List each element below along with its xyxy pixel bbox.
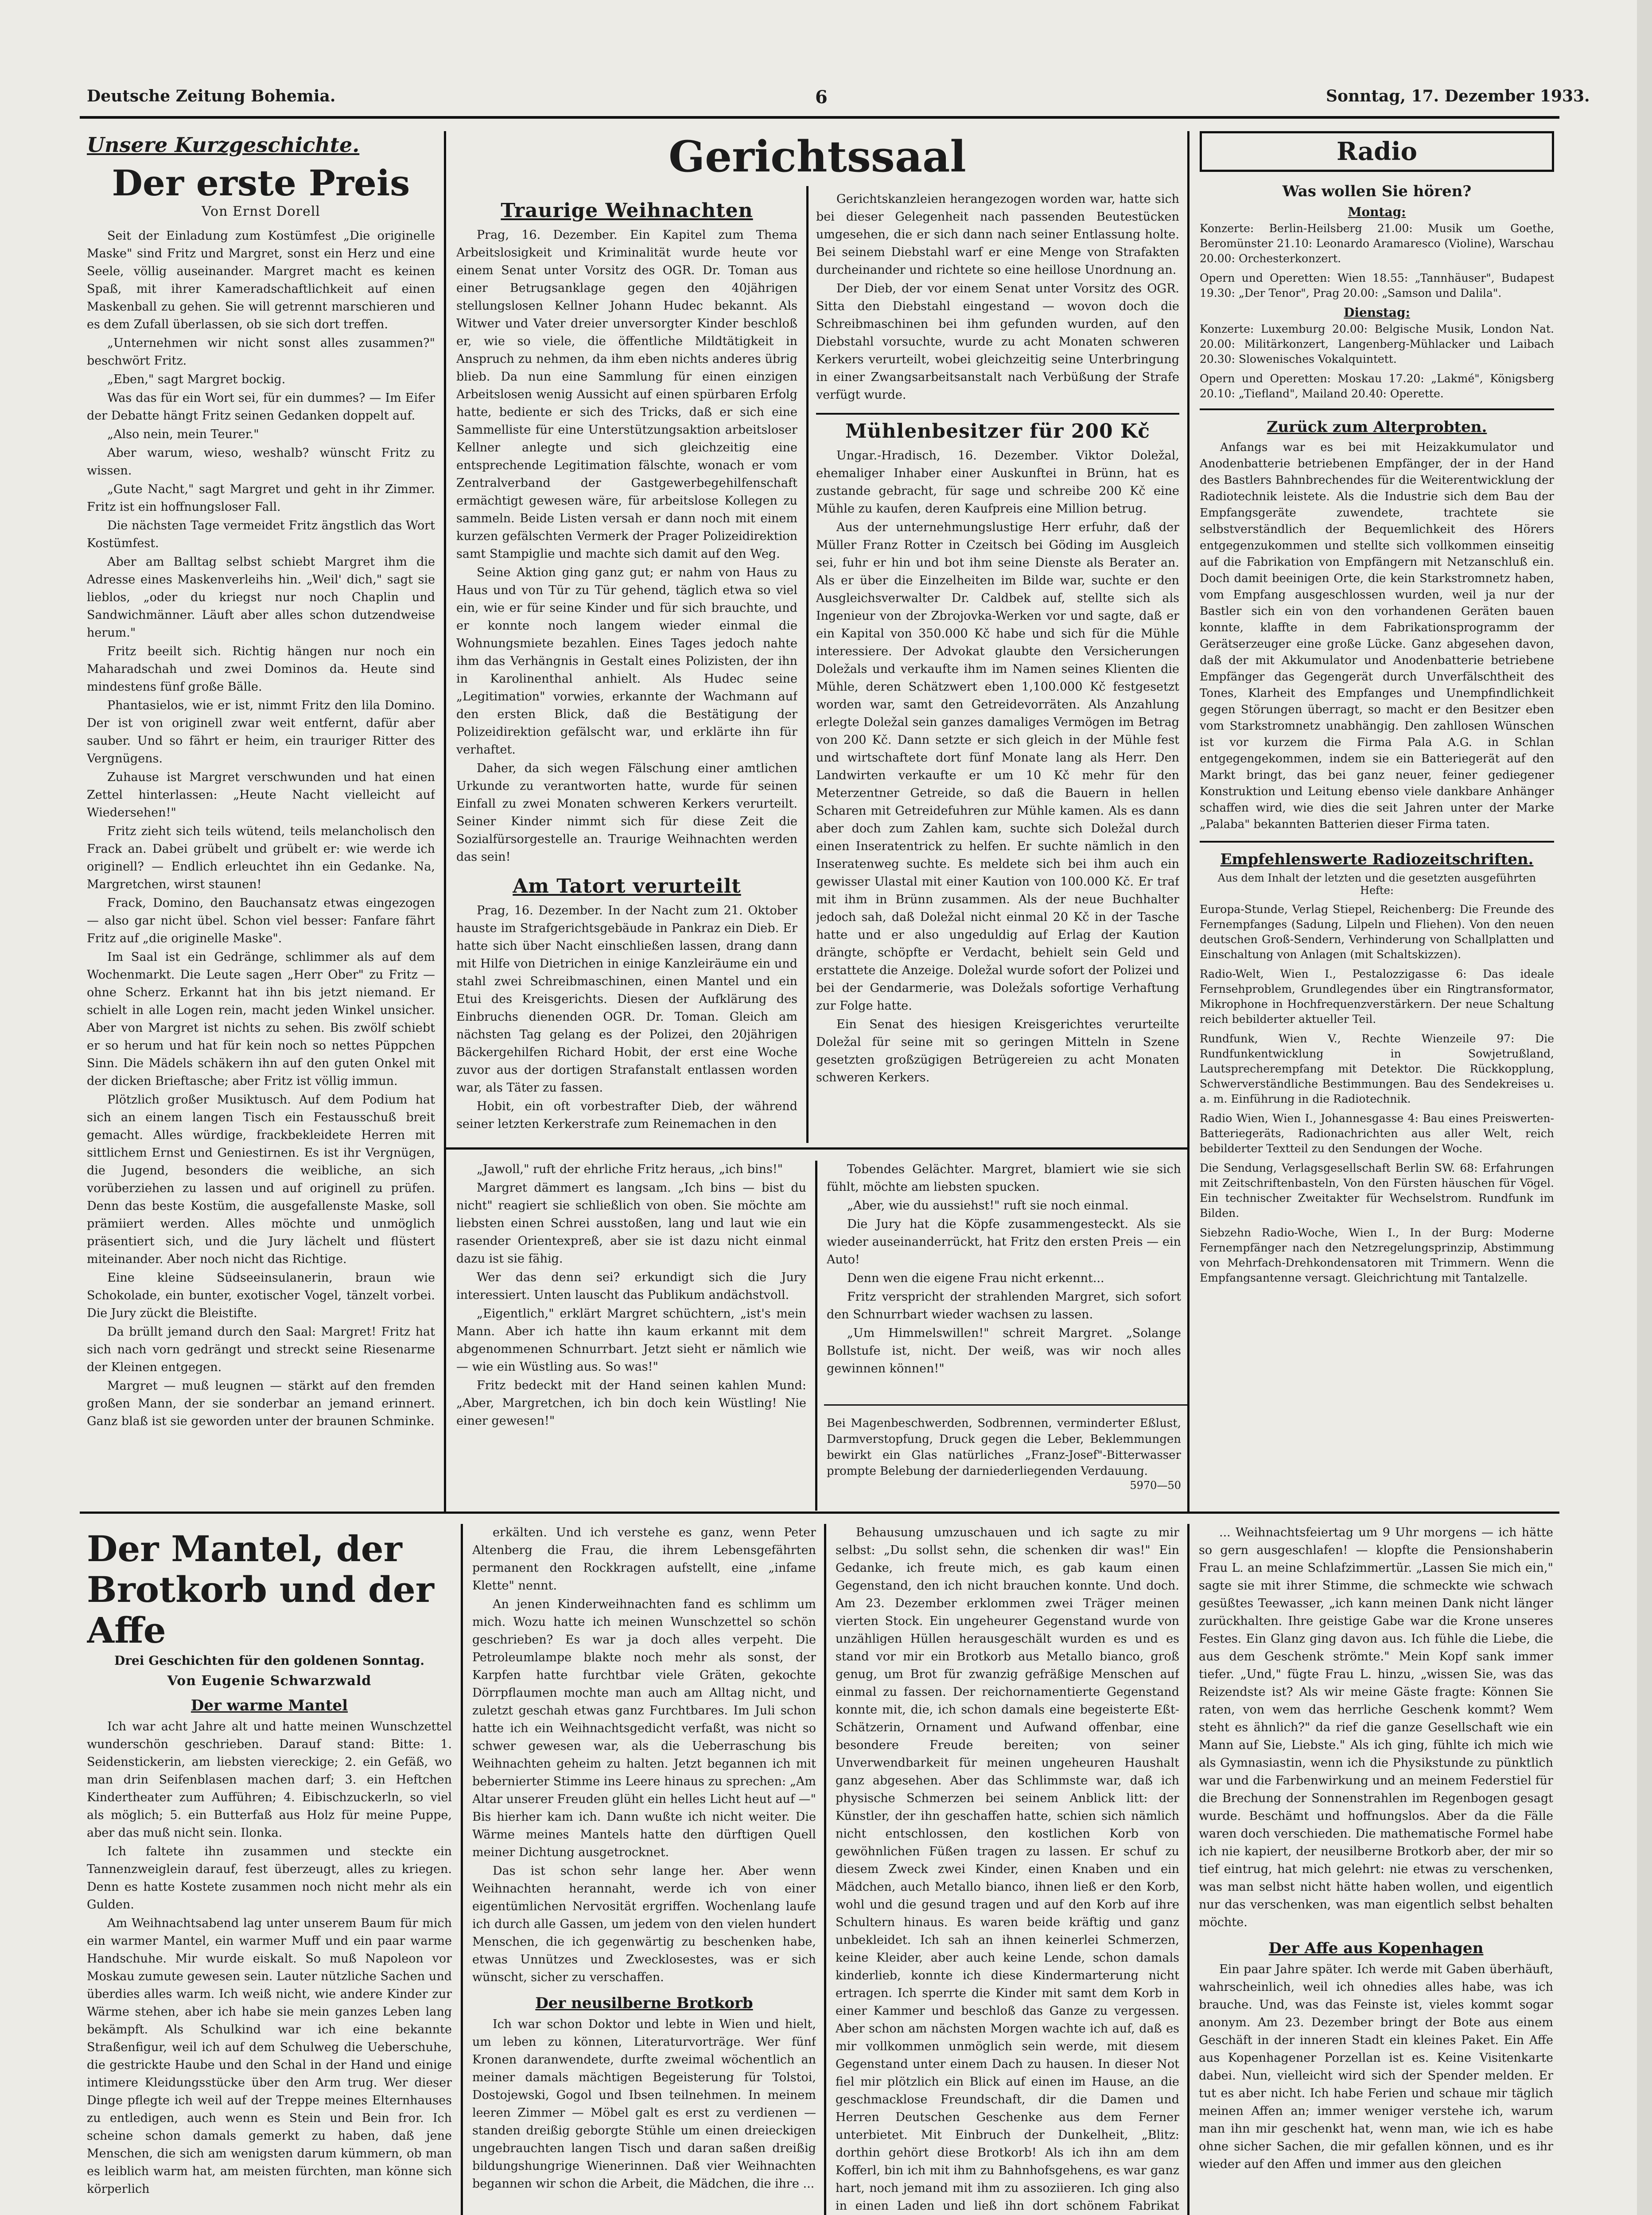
mantel-byline: Von Eugenie Schwarzwald [167,1673,372,1689]
story-paragraph: Denn wen die eigene Frau nicht erkennt... [847,1271,1104,1285]
column-rule [461,1524,463,2215]
mantel-sub-title: Der warme Mantel [190,1697,348,1714]
court-paragraph: Der Dieb, der vor einem Senat unter Vorsitz des OGR. Sitta den Diebstahl eingestand — wovon doch die Schreibmaschinen bei ihm gefunden wurden, auf den Diebstahl vorsuchte, wurde zu acht Monaten schweren Kerkers verurteilt, wobei gleichzeitig seine Unterbringung in einer Zwangsarbeitsanstalt nach Verbüßung der Strafe verfügt wurde. [816,282,1179,402]
court-paragraph: Ein Senat des hiesigen Kreisgerichtes verurteilte Doležal für seine mit so geringen Mitteln in Szene gesetzten großzügigen Betrügereien zu acht Monaten schweren Kerkers. [816,1018,1179,1084]
story-paragraph: Wer das denn sei? erkundigt sich die Jury interessiert. Unten lauscht das Publikum andächstvoll. [456,1271,806,1302]
column-rule [1187,1524,1189,2215]
radio-magazine: Rundfunk, Wien V., Rechte Wienzeile 97: Die Rundfunkentwicklung in Sowjetrußland, Lautsprecherempfang mit Detektor. Die Rückkopplung, Schwerverständliche Bestimmungen. Bau des Sendekreises u. a. m. Einführung in die Radiotechnik. [1200,1032,1554,1105]
masthead-date: Sonntag, 17. Dezember 1933. [1326,87,1590,105]
story-paragraph: „Aber, wie du aussiehst!" ruft sie noch einmal. [847,1199,1129,1212]
court-article-title-text: Mühlenbesitzer für 200 Kč [845,420,1151,443]
header-rule [80,116,1559,119]
story-paragraph: „Unternehmen wir nicht sonst alles zusammen?" beschwört Fritz. [87,336,435,368]
story-paragraph: „Um Himmelswillen!" schreit Margret. „Solange Bollstufe ist, nicht. Der weiß, was wir noch alles gewinnen können!" [827,1326,1181,1376]
page-gutter [1637,0,1652,2215]
court-column-a [456,190,797,1143]
mantel-paragraph: Ich war acht Jahre alt und hatte meinen Wunschzettel wunderschön geschrieben. Darauf stand: Bitte: 1. Seidenstickerin, am liebsten viereckige; 2. ein Gefäß, wo man drin Seifenblasen machen darf; 3. ein Heftchen Kindertheater zum Aufführen; 4. Eibischzuckerln, so viel als möglich; 5. ein Butterfaß aus Holz für meine Puppe, aber das muß nicht sein. Ilonka. [87,1720,452,1840]
story-paragraph: Was das für ein Wort sei, für ein dummes? — Im Eifer der Debatte hängt Fritz seinen Gedanken doppelt auf. [87,391,435,423]
section-rule [80,1512,1559,1514]
radio-heading: Was wollen Sie hören? [1282,183,1472,200]
ad-text: Bei Magenbeschwerden, Sodbrennen, verminderter Eßlust, Darmverstopfung, Druck gegen die Leber, Beklemmungen bewirkt ein Glas natürliches „Franz-Josef"-Bitterwasser prompte Belebung der darniederliegenden Verdauung. [827,1417,1181,1478]
mantel-paragraph: Das ist schon sehr lange her. Aber wenn Weihnachten herannaht, werde ich von einer eigentümlichen Nervosität ergriffen. Wochenlang laufe ich durch alle Gassen, um jedem von den vielen hundert Menschen, die ich gegenwärtig zu beschenken habe, etwas Unnützes und Zwecklosestes, was er sich wünscht, sicher zu verschaffen. [472,1864,816,1984]
court-section-title: Gerichtssaal [669,133,966,182]
story-paragraph: Margret — muß leugnen — stärkt auf den fremden großen Mann, der sie sonderbar an jemand erinnert. Ganz blaß ist sie geworden unter der braunen Schminke. [87,1379,435,1428]
column-rule [815,1161,817,1511]
story-paragraph: Aber am Balltag selbst schiebt Margret ihm die Adresse eines Maskenverleihs hin. „Weil' dich," sagt sie lieblos, „oder du kriegst nur noch Chaplin und Sandwichmänner. Läuft aber alles schon dutzendweise herum." [87,555,435,640]
mantel-sub-title: Der neusilberne Brotkorb [535,1994,753,2012]
court-paragraph: Daher, da sich wegen Fälschung einer amtlichen Urkunde zu verantworten hatte, wurde für seinen Einfall zu zwei Monaten schweren Kerkers verurteilt. Seiner Kinder nimmt sich für diese Zeit die Sozialfürsorgestelle an. Traurige Weihnachten werden das sein! [456,762,797,864]
court-paragraph: Seine Aktion ging ganz gut; er nahm von Haus zu Haus und von Tür zu Tür gehend, täglich etwa so viel ein, wie er für seine Kinder und für sich brauchte, und er konnte noch langem wieder einmal die Wohnungsmiete bezahlen. Eines Tages jedoch nahte ihm das Verhängnis in Gestalt eines Polizisten, der ihn in Karolinenthal anhielt. Als Hudec seine „Legitimation" vorwies, erkannte der Wachmann auf den ersten Blick, daß die Bestätigung der Polizeidirektion gefälscht war, und erklärte ihn für verhaftet. [456,566,797,757]
section-rule [444,1147,1189,1150]
radio-listing: Konzerte: Berlin-Heilsberg 21.00: Musik um Goethe, Beromünster 21.10: Leonardo Aramaresco (Violine), Warschau 20.00: Orchesterkonzert. [1200,222,1554,265]
story-paragraph: „Also nein, mein Teurer." [107,427,259,441]
story-paragraph: Fritz beeilt sich. Richtig hängen nur noch ein Maharadschah und zwei Dominos da. Heute sind mindestens fünf große Bälle. [87,645,435,694]
mantel-paragraph: Ich war schon Doktor und lebte in Wien und hielt, um leben zu können, Literaturvorträge. Wer fünf Kronen daranwendete, durfte zweimal wöchentlich an meiner damals mächtigen Begeisterung für Tolstoi, Dostojewski, Gogol und Ibsen teilnehmen. In meinem leeren Zimmer — Möbel galt es erst zu verdienen — standen dreißig geborgte Stühle um einen dreieckigen ungebrauchten langen Tisch und daran saßen dreißig bildungshungrige Wienerinnen. Daß vier Weihnachten begannen wir schon die Arbeit, die Mädchen, die ihre ... [472,2017,816,2191]
radio-section-title: Empfehlenswerte Radiozeitschriften. [1220,851,1534,868]
radio-title: Radio [1200,131,1554,172]
mantel-column-4 [1199,1524,1553,2215]
story-paragraph: „Jawoll," ruft der ehrliche Fritz heraus, „ich bins!" [477,1162,783,1176]
mantel-title: Der Mantel, der Brotkorb und der Affe [87,1528,434,1651]
story-paragraph: Im Saal ist ein Gedränge, schlimmer als auf dem Wochenmarkt. Die Leute sagen „Herr Ober" zu Fritz — ohne Scherz. Erkannt hat ihn bis jetzt niemand. Er schielt in alle Logen rein, macht jeden Winkel unsicher. Aber von Margret ist nichts zu sehen. Bis zwölf schiebt er so herum und hat für kein noch so nettes Püppchen Sinn. Die Mädels schäkern ihn auf den guten Onkel mit der dicken Brieftasche; aber Fritz ist völlig immun. [87,950,435,1088]
court-paragraph: Prag, 16. Dezember. Ein Kapitel zum Thema Arbeitslosigkeit und Kriminalität wurde heute vor einem Senat unter Vorsitz des OGR. Dr. Toman aus einer Betrugsanklage gegen den 40jährigen stellungslosen Kellner Johann Hudec bekannt. Als Witwer und Vater dreier unversorgter Kinder beschloß er, wie so viele, die öffentliche Mildtätigkeit in Anspruch zu nehmen, da ihm eben nichts anderes übrig blieb. Da nun eine Sammlung für einen einzigen Arbeitslosen wenig Aussicht auf einen spürbaren Erfolg hatte, bediente er sich des Tricks, daß er sich eine Sammelliste für eine Unterstützungsaktion arbeitsloser Kellner anlegte und sich gleichzeitig eine entsprechende Legitimation fälschte, wonach er vom Zentralverband der Gastgewerbegehilfenschaft ermächtigt gewesen wäre, für arbeitslose Kollegen zu sammeln. Beide Listen versah er dann noch mit einem kurzen gefälschten Vermerk der Prager Polizeidirektion samt Stampiglie und machte sich damit auf den Weg. [456,228,797,561]
story-paragraph: Fritz verspricht der strahlenden Margret, sich sofort den Schnurrbart wieder wachsen zu lassen. [827,1290,1181,1321]
mantel-column-2 [472,1524,816,2215]
page-number: 6 [815,87,828,108]
radio-magazine: Radio Wien, Wien I., Johannesgasse 4: Bau eines Preiswerten-Batteriegeräts, Radionachrichten aus aller Welt, reich bebilderter Textteil zu den Sendungen der Woche. [1200,1112,1554,1155]
ad-code: 5970—50 [1130,1479,1181,1492]
court-column-b [816,190,1179,1143]
court-article-title [456,875,797,898]
radio-day-tuesday: Dienstag: [1344,305,1410,320]
mantel-paragraph: ... Weihnachtsfeiertag um 9 Uhr morgens — ich hätte so gern ausgeschlafen! — klopfte die Pensionshaberin Frau L. an meine Schlafzimmertür. „Lassen Sie mich ein," sagte sie mit ihrer Stimme, die schmeckte wie schwach gesüßtes Teewasser, „ich kann meinen Dank nicht länger zurückhalten. Ihre geistige Gabe war die Krone unseres Festes. Ein Glanz ging davon aus. Ich fühle die Liebe, die aus dem Geschenk strömte." Mein Kopf sank immer tiefer. „Und," fügte Frau L. hinzu, „wissen Sie, was das Reizendste ist? Als wir meine Gäste fragte: Können Sie raten, von wem das herrliche Geschenk kommt? Wem steht es ähnlich?" da rief die ganze Gesellschaft wie ein Mann auf Sie, Liebste." Als ich ging, fühlte ich mich wie als Gymnasiastin, wenn ich die Physikstunde zu pünktlich war und die Farbenwirkung und an meinem Federstiel für die Brechung der Sonnenstrahlen im Regenbogen gesagt wurde. Beschämt und hoffnungslos. Aber da die Fälle waren doch verschieden. Die mathematische Formel habe ich nie kapiert, der neusilberne Brotkorb aber, der mir so tief eintrug, hat mich gelehrt: nie etwas zu verschenken, was man selbst nicht hätte haben wollen, und eigentlich nur das verschenken, was man eigentlich selbst behalten möchte. [1199,1526,1553,1929]
mantel-sub-title: Der Affe aus Kopenhagen [1268,1939,1484,1957]
court-article-title [456,199,797,222]
court-article-title-text: Traurige Weihnachten [501,199,753,222]
radio-listing: Konzerte: Luxemburg 20.00: Belgische Musik, London Nat. 20.00: Militärkonzert, Langenberg-Mühlacker und Laibach 20.30: Slowenisches Vokalquintett. [1200,323,1554,365]
mantel-paragraph: Behausung umzuschauen und ich sagte zu mir selbst: „Du sollst sehn, die schenken dir was!" Ein Gedanke, ich freute mich, es gab kaum einen Gegenstand, den ich nicht brauchen konnte. Und doch. Am 23. Dezember erklommen zwei Träger meinen vierten Stock. Ein ungeheurer Gegenstand wurde von unzähligen Hüllen herausgeschält wurden es und es stand vor mir ein Brotkorb aus Metallo bianco, groß genug, um Brot für zwanzig gefräßige Menschen auf einmal zu fassen. Der reichornamentierte Gegenstand konnte mit, die, ich schon damals eine begeisterte Eßt-Schätzerin, Ornament und Aufwand offenbar, eine besondere Freude bereiten; von seiner Unverwendbarkeit für meinen ungeheuren Haushalt ganz abgesehen. Aber das Schlimmste war, daß ich physische Schmerzen bei seinem Anblick litt: der Künstler, der ihn geschaffen hatte, schien sich nämlich nicht entschlossen, den kostlichen Korb von gewöhnlichen Füßen tragen zu lassen. Er schuf zu diesem Zweck zwei Kinder, einen Knaben und ein Mädchen, auch Metallo bianco, ihnen ließ er den Korb, wohl und die gesund tragen und auf den Korb auf ihre Schultern hinaus. Es waren beide kräftig und ganz unbekleidet. Ich sah an ihnen keinerlei Schmerzen, keine Kleider, aber auch keine Lende, schon damals kinderlieb, konnte ich diese Kindermarterung nicht ertragen. Ich sperrte die Kinder mit samt dem Korb in einer Kammer und beschloß das Ganze zu vergessen. Aber schon am nächsten Morgen wachte ich auf, daß es mir vollkommen unmöglich sein werde, mit diesem Gegenstand unter einem Dach zu hausen. In dieser Not fiel mir plötzlich ein Blick auf einen im Hause, an die geschmacklose Freundschaft, dir die Damen und Herren Deutschen Geschenke aus dem Ferner unterbietet. Mit Einbruch der Dunkelheit, „Blitz: dorthin gehört diese Brotkorb! Als ich ihn am dem Kofferl, bin ich mit ihm zu Bahnhofsgehens, es war ganz hart, noch jemand mit ihm zu assoziieren. Ich ging also in einen Laden und ließ ihn dort schönem Fabrikat [836,1526,1179,2213]
story-paragraph: Die nächsten Tage vermeidet Fritz ängstlich das Wort Kostümfest. [87,519,435,550]
radio-magazine: Radio-Welt, Wien I., Pestalozzigasse 6: Das ideale Fernsehproblem, Grundlegendes über ein Ringtransformator, Mikrophone in Hochfrequenzverstärkern. Der neue Schaltung reich bebilderter aktueller Teil. [1200,968,1554,1026]
mantel-paragraph: An jenen Kinderweihnachten fand es schlimm um mich. Wozu hatte ich meinen Wunschzettel so schön geschrieben? Es war ja doch alles verpeht. Die Petroleumlampe blakte noch mehr als sonst, der Karpfen hatte furchtbar viele Gräten, gekochte Dörrpflaumen mochte man auch am Alltag nicht, und zuletzt geschah etwas ganz Furchtbares. Im Juli schon hatte ich ein Weihnachtsgedicht verfaßt, was nicht so schwer gewesen war, als die Ueberraschung bis Weihnachten geheim zu halten. Jetzt begannen ich mit bebernierter Stimme ins Leere hinaus zu sprechen: „Am Altar unserer Freuden glüht ein helles Licht heut auf —" Bis hierher kam ich. Dann wußte ich nicht weiter. Die Wärme meines Mantels hatte den dürftigen Quell meiner Dichtung ausgetrocknet. [472,1597,816,1859]
short-story-byline: Von Ernst Dorell [202,204,320,219]
ad-rule [824,1404,1187,1406]
story-paragraph: „Eigentlich," erklärt Margret schüchtern, „ist's mein Mann. Aber ich hatte ihn kaum erkannt mit dem abgenommenen Schnurrbart. Jetzt sieht er nämlich wie — wie ein Wüstling aus. So was!" [456,1307,806,1374]
masthead-paper: Deutsche Zeitung Bohemia. [87,87,336,105]
story-paragraph: Fritz bedeckt mit der Hand seinen kahlen Mund: „Aber, Margretchen, ich bin doch kein Wüstling! Nie einer gewesen!" [456,1379,806,1428]
short-story-column [87,133,435,1506]
radio-section-title: Zurück zum Alterprobten. [1267,418,1487,436]
court-article-title [816,413,1179,443]
column-rule [1187,131,1189,1513]
short-story-kicker: Unsere Kurzgeschichte. [87,133,360,157]
story-paragraph: Margret dämmert es langsam. „Ich bins — bist du nicht" reagiert sie schließlich von oben. Sie möchte am liebsten einen Schrei ausstoßen, lang und laut wie ein rasender Orientexpreß, aber sie ist dazu nicht einmal dazu ist sie fähig. [456,1181,806,1266]
court-header [456,133,1178,186]
story-paragraph: Fritz zieht sich teils wütend, teils melancholisch den Frack an. Dabei grübelt und grübelt er: wie werde ich originell? — Endlich erleuchtet ihn ein Gedanke. Na, Margretchen, wirst staunen! [87,824,435,891]
radio-magazine: Siebzehn Radio-Woche, Wien I., In der Burg: Moderne Fernempfänger nach den Netzregelungsprinzip, Abstimmung von Mehrfach-Drehkondensatoren mit Trimmern. Wenn die Empfangsantenne versagt. Gleichrichtung mit Tantalzelle. [1200,1226,1554,1284]
radio-divider [1200,841,1554,843]
radio-listing: Opern und Operetten: Moskau 17.20: „Lakmé", Königsberg 20.10: „Tiefland", Mailand 20.40: Operette. [1200,372,1554,400]
mantel-column-3 [836,1524,1179,2215]
story-paragraph: Da brüllt jemand durch den Saal: Margret! Fritz hat sich nach vorn gedrängt und streckt seine Riesenarme der Kleinen entgegen. [87,1325,435,1374]
column-rule [444,131,446,1513]
radio-magazine: Europa-Stunde, Verlag Stiepel, Reichenberg: Die Freunde des Fernempfanges (Sadung, Lilpeln und Fliehen). Von den neuen deutschen Groß-Sendern, Verhinderung von Schallplatten und Einschaltung von Anlagen (mit Schaltskizzen). [1200,903,1554,961]
story-continued-left [456,1161,806,1511]
story-paragraph: Die Jury hat die Köpfe zusammengesteckt. Als sie wieder auseinanderrückt, hat Fritz den ersten Preis — ein Auto! [827,1217,1181,1267]
story-paragraph: „Eben," sagt Margret bockig. [107,373,286,386]
mantel-column-1 [87,1524,452,2215]
radio-column [1200,131,1554,1509]
bitterwasser-ad [827,1411,1181,1508]
mantel-paragraph: Ein paar Jahre später. Ich werde mit Gaben überhäuft, wahrscheinlich, weil ich ohnedies alles habe, was ich brauche. Und, was das Feinste ist, vieles kommt sogar anonym. Am 23. Dezember bringt der Bote aus einem Geschäft in der inneren Stadt ein kleines Paket. Ein Affe aus Kopenhagener Porzellan ist es. Keine Visitenkarte dabei. Nun, vielleicht wird sich der Spender melden. Er tut es aber nicht. Ich habe Ferien und schaue mir täglich meinen Affen an; immer weniger verstehe ich, warum man ihn mir geschenkt hat, wenn man, wie ich es habe ohne sicher Sachen, die mir gefallen können, und es ihr wieder auf den Affen und immer aus den gleichen [1199,1962,1553,2171]
mantel-paragraph: Ich faltete ihn zusammen und steckte ein Tannenzweiglein darauf, fest überzeugt, alles zu kriegen. Denn es hatte Kostete zusammen noch nicht mehr als ein Gulden. [87,1845,452,1912]
mantel-paragraph: erkälten. Und ich verstehe es ganz, wenn Peter Altenberg die Frau, die ihrem Lebensgefährten permanent den Rockkragen aufstellt, eine „infame Klette" nennt. [472,1526,816,1593]
story-continued-right [827,1161,1181,1402]
story-paragraph: Eine kleine Südseeinsulanerin, braun wie Schokolade, ein bunter, exotischer Vogel, tänzelt vorbei. Die Jury zückt die Bleistifte. [87,1271,435,1320]
radio-paragraph: Anfangs war es bei mit Heizakkumulator und Anodenbatterie betriebenen Empfänger, der in der Hand des Bastlers Bahnbrechendes für die Weiterentwicklung der Radiotechnik leistete. Als die Industrie sich dem Bau der Empfangsgeräte zuwendete, trachtete sie selbstverständlich der Bequemlichkeit des Hörers entgegenzukommen und stellte sich vollkommen einseitig auf die Fabrikation von Empfängern mit Netzanschluß ein. Doch damit beeinigen Orte, die kein Starkstromnetz haben, vom Empfang ausgeschlossen wurden, weil ja nur der Bastler sich ein von den vorhandenen Geräten bauen konnte, klaffte in dem Fabrikationsprogramm der Gerätserzeuger eine große Lücke. Ganz abgesehen davon, daß der mit Akkumulator und Anodenbatterie betriebene Empfänger das Gegengerät durch Unverfälschtheit des Tones, Klarheit des Empfanges und Unempfindlichkeit gegen Störungen überragt, so macht er den Besitzer eben vom Starkstromnetz unabhängig. Den zahllosen Wünschen ist vor kurzem die Firma Pala A.G. in Schlan entgegengekommen, indem sie ein Batteriegerät auf den Markt bringt, das bei ganz neuer, feiner gediegener Konstruktion und Leitung ebenso viele dankbare Anhänger schaffen wird, wie dies die seit Jahren unter der Marke „Palaba" bekannten Batterien dieser Firma taten. [1200,441,1554,831]
court-paragraph: Ungar.-Hradisch, 16. Dezember. Viktor Doležal, ehemaliger Inhaber einer Auskunftei in Brünn, hat es zustande gebracht, für sage und schreibe 200 Kč eine Mühle zu kaufen, deren Kaufpreis eine Million betrug. [816,449,1179,516]
story-paragraph: Seit der Einladung zum Kostümfest „Die originelle Maske" sind Fritz und Margret, sonst ein Herz und eine Seele, völlig auseinander. Margret macht es keinen Spaß, mit ihrer Kameradschaftlichkeit auf einen Maskenball zu gehen. Sie will getrennt marschieren und es dem Zufall überlassen, ob sie sich dort treffen. [87,229,435,331]
story-paragraph: Plötzlich großer Musiktusch. Auf dem Podium hat sich an einem langen Tisch ein Festausschuß breit gemacht. Alles würdige, frackbekleidete Herren mit sittlichem Ernst und Geniestirnen. Es ist ihr Vergnügen, die Jugend, besonders die weibliche, an sich vorüberziehen zu lassen und auf originell zu prüfen. Denn das beste Kostüm, die ausgefallenste Maske, soll prämiiert werden. Alles möchte und unmöglich präsentiert sich, und die Jury lächelt und flüstert miteinander. Aber noch nicht das Richtige. [87,1093,435,1266]
radio-listing: Opern und Operetten: Wien 18.55: „Tannhäuser", Budapest 19.30: „Der Tenor", Prag 20.00: „Samson und Dalila". [1200,272,1554,299]
radio-divider [1200,408,1554,410]
story-paragraph: Frack, Domino, den Bauchansatz etwas eingezogen — also gar nicht übel. Schon viel besser: Fanfare fährt Fritz auf „die originelle Maske". [87,896,435,945]
court-paragraph: Prag, 16. Dezember. In der Nacht zum 21. Oktober hauste im Strafgerichtsgebäude in Pankraz ein Dieb. Er hatte sich über Nacht einschließen lassen, drang dann mit Hilfe von Dietrichen in einige Kanzleiräume ein und stahl zwei Schreibmaschinen, einen Mantel und ein Etui des Kreisgerichts. Diesen der Aufklärung des Einbruchs dienenden OGR. Dr. Toman. Gleich am nächsten Tag gelang es der Polizei, den 20jährigen Bäckergehilfen Richard Hobit, der erst eine Woche zuvor aus der dortigen Strafanstalt entlassen worden war, als Täter zu fassen. [456,904,797,1095]
column-rule [806,186,809,1143]
radio-magazine: Die Sendung, Verlagsgesellschaft Berlin SW. 68: Erfahrungen mit Zeitschriftenbasteln, Von den Fürsten häuschen für Vögel. Ein technischer Zweitakter für Wechselstrom. Rundfunk im Bilden. [1200,1162,1554,1220]
court-article-title-text: Am Tatort verurteilt [513,875,741,898]
story-paragraph: Tobendes Gelächter. Margret, blamiert wie sie sich fühlt, möchte am liebsten spucken. [827,1162,1181,1194]
story-paragraph: Zuhause ist Margret verschwunden und hat einen Zettel hinterlassen: „Heute Nacht vielleicht auf Wiedersehen!" [87,770,435,820]
radio-day-monday: Montag: [1348,205,1406,219]
column-rule [824,1524,826,2215]
court-paragraph: Gerichtskanzleien herangezogen worden war, hatte sich bei dieser Gelegenheit nach passenden Beutestücken umgesehen, die er sich dann nach seiner Entlassung holte. Bei seinem Diebstahl warf er eine Menge von Strafakten durcheinander und richtete so eine heillose Unordnung an. [816,192,1179,277]
court-paragraph: Hobit, ein oft vorbestrafter Dieb, der während seiner letzten Kerkerstrafe zum Reinemachen in den [456,1100,797,1131]
court-paragraph: Aus der unternehmungslustige Herr erfuhr, daß der Müller Franz Rotter in Czeitsch bei Göding im Ausgleich sei, fuhr er hin und bot ihm seine Dienste als Berater an. Als er über die Einzelheiten im Bilde war, suchte er den Ausgleichsverwalter Dr. Caldbek auf, stellte sich als Ingenieur von der Zbrojovka-Werken vor und sagte, daß er ein Kapital von 350.000 Kč habe und sich für die Mühle interessiere. Der Advokat glaubte den Versicherungen Doležals und verkaufte ihm im Namen seines Klienten die Mühle, deren Schätzwert eben 1,100.000 Kč festgesetzt worden war, samt den Getreidevorräten. Als Anzahlung erlegte Doležal sein ganzes damaliges Vermögen im Betrag von 200 Kč. Dann setzte er sich gleich in der Mühle fest und wirtschaftete dort fünf Monate lang als Herr. Den Landwirten verkaufte er um 10 Kč mehr für den Meterzentner Getreide, so daß die Bauern in hellen Scharen mit Getreidefuhren zur Mühle kamen. Als es dann aber doch zum Zahlen kam, suchte sich Doležal durch einen Inseratentrick zu helfen. Er suchte nämlich in den Inseratenweg suchte. Es meldete sich bei ihm auch ein gewisser Ulastal mit einer Kaution von 100.000 Kč. Er traf mit ihm in Brünn zusammen. Als der neue Buchhalter jedoch sah, daß Doležal nicht einmal 20 Kč in der Tasche hatte und er also ungeduldig auf Erlag der Kaution drängte, schöpfte er Verdacht, behielt sein Geld und erstattete die Anzeige. Doležal wurde sofort der Polizei und bei der Gendarmerie, was Doležals sofortige Verhaftung zur Folge hatte. [816,521,1179,1013]
mantel-paragraph: Am Weihnachtsabend lag unter unserem Baum für mich ein warmer Mantel, ein warmer Muff und ein paar warme Handschuhe. Mir wurde eiskalt. So muß Napoleon vor Moskau zumute gewesen sein. Lauter nützliche Sachen und überdies alles warm. Ich weiß nicht, wie andere Kinder zur Wärme stehen, aber ich habe sie mein ganzes Leben lang bekämpft. Als Schulkind war ich eine bekannte Straßenfigur, weil ich auf dem Schulweg die Ueberschuhe, die gestrickte Haube und den Schal in der Hand und einige intimere Kleidungsstücke über den Arm trug. Wer dieser Dinge pflegte ich weil auf der Treppe meines Elternhauses zu entledigen, auch wenn es Stein und Bein fror. Ich scheine schon damals gemerkt zu haben, daß jene Menschen, die sich am wenigsten darum kümmern, ob man es leiblich warm hat, am meisten fürchten, man könne sich körperlich [87,1916,452,2196]
short-story-title: Der erste Preis [112,162,410,204]
story-paragraph: Aber warum, wieso, weshalb? wünscht Fritz zu wissen. [87,446,435,478]
story-paragraph: Phantasielos, wie er ist, nimmt Fritz den lila Domino. Der ist von originell zwar weit entfernt, dafür aber sauber. Und so fährt er heim, ein trauriger Ritter des Vergnügens. [87,699,435,766]
radio-section-sub: Aus dem Inhalt der letzten und die gesetzten ausgeführten Hefte: [1217,872,1536,897]
mantel-subtitle: Drei Geschichten für den goldenen Sonntag. [114,1653,424,1668]
story-paragraph: „Gute Nacht," sagt Margret und geht in ihr Zimmer. Fritz ist ein hoffnungsloser Fall. [87,482,435,514]
